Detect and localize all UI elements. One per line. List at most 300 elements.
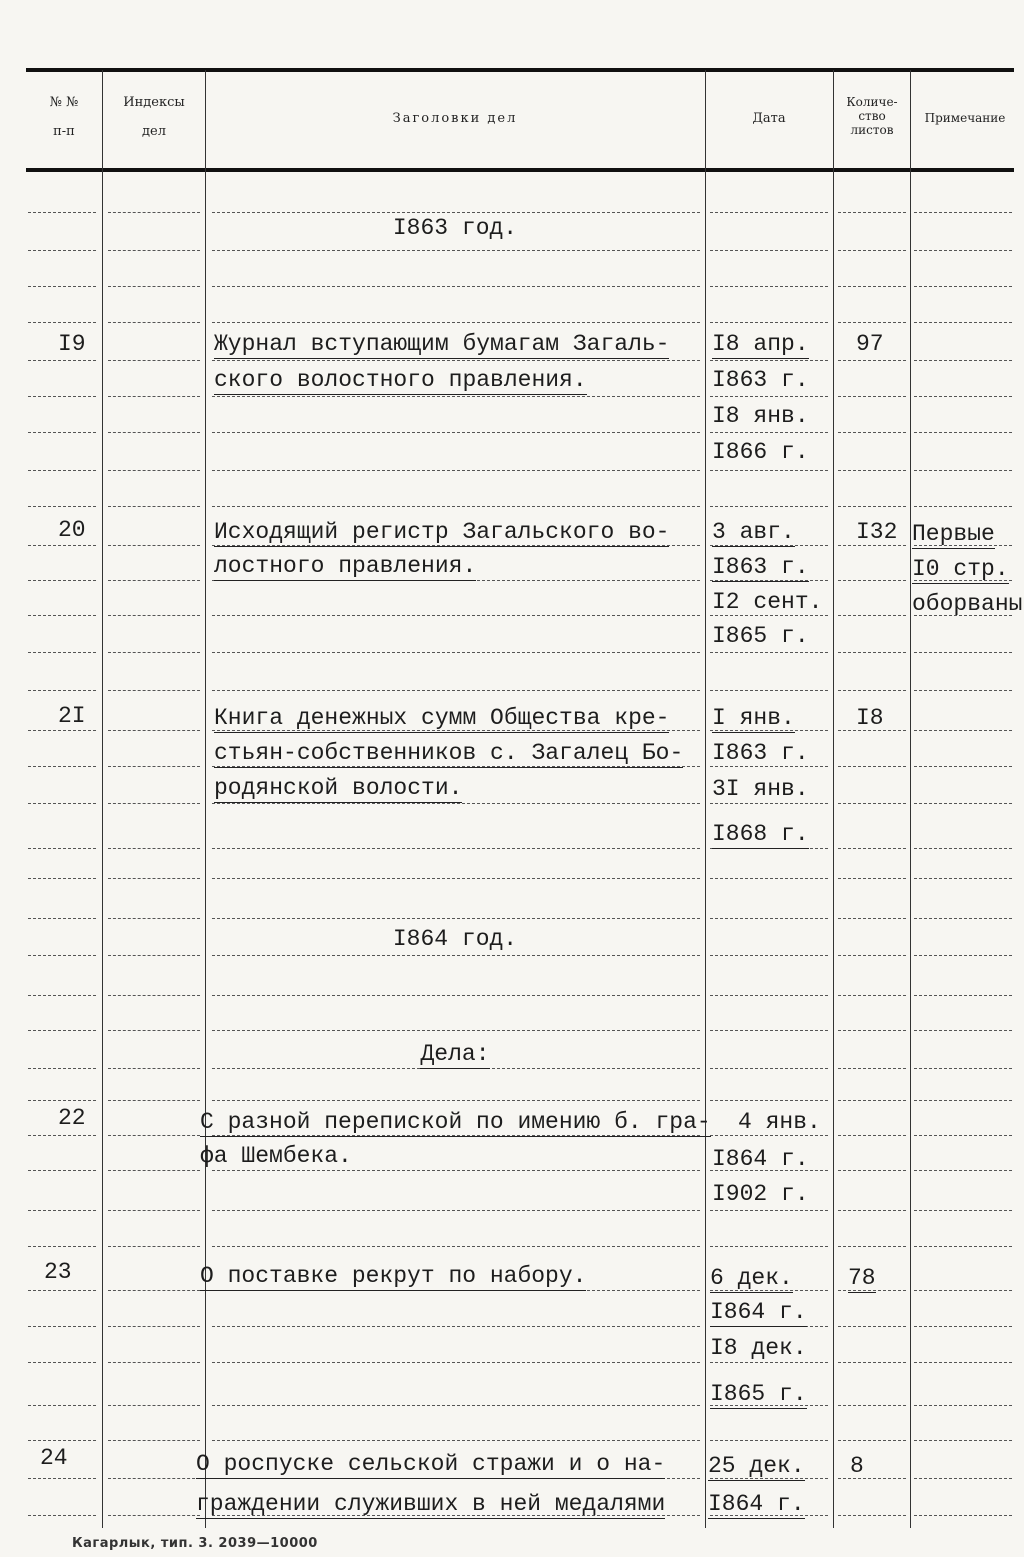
ruling-line [108, 1068, 200, 1069]
entry-date-line [712, 438, 809, 466]
ruling-line [108, 1170, 200, 1171]
ruling-line [212, 803, 700, 804]
ruling-line [914, 360, 1012, 361]
ruling-line [914, 652, 1012, 653]
ruling-line [838, 1030, 906, 1031]
ruling-line [710, 1030, 828, 1031]
ruling-line [28, 1135, 96, 1136]
ruling-line [914, 1362, 1012, 1363]
ruling-line [212, 1030, 700, 1031]
ruling-line [28, 545, 96, 546]
ruling-line [108, 1440, 200, 1441]
ruling-line [28, 396, 96, 397]
ruling-line [212, 470, 700, 471]
ruling-line [838, 212, 906, 213]
entry-date-line [710, 1264, 793, 1292]
entry-number [58, 1104, 86, 1132]
ruling-line [212, 396, 700, 397]
entry-title-text: Исходящий регистр Загальского во- [214, 519, 670, 545]
ruling-line [710, 212, 828, 213]
ruling-line [838, 766, 906, 767]
ruling-line [838, 995, 906, 996]
entry-title-line [200, 1108, 711, 1136]
entry-title-line [214, 330, 669, 358]
entry-date-text: 25 дек. [708, 1453, 805, 1479]
ruling-line [28, 918, 96, 919]
ruling-line [28, 1210, 96, 1211]
entry-title-text: Книга денежных сумм Общества кре- [214, 705, 670, 731]
ruling-line [212, 1405, 700, 1406]
ruling-line [838, 1478, 906, 1479]
entry-date-text: 4 янв. [738, 1109, 821, 1135]
ruling-line [108, 918, 200, 919]
ruling-line [108, 1246, 200, 1247]
entry-number [40, 1444, 68, 1472]
ruling-line [28, 730, 96, 731]
ruling-line [28, 1362, 96, 1363]
entry-number [58, 702, 86, 730]
entry-title-text: О поставке рекрут по набору. [200, 1263, 587, 1289]
ruling-line [108, 878, 200, 879]
ruling-line [108, 766, 200, 767]
entry-number-label: 2I [58, 703, 86, 729]
ruling-line [212, 995, 700, 996]
ruling-line [108, 286, 200, 287]
entry-title-line [214, 704, 669, 732]
ruling-line [838, 1515, 906, 1516]
ruling-line [28, 1246, 96, 1247]
entry-count-text: 8 [850, 1453, 864, 1479]
entry-date-line [712, 704, 795, 732]
ruling-line [212, 690, 700, 691]
entry-count [850, 1452, 864, 1480]
ruling-line [28, 690, 96, 691]
ruling-line [28, 360, 96, 361]
ruling-line [838, 580, 906, 581]
printer-imprint-text: Кагарлык, тип. 3. 2039—10000 [72, 1536, 318, 1551]
ruling-line [710, 652, 828, 653]
ruling-line [914, 286, 1012, 287]
ruling-line [914, 506, 1012, 507]
column-divider [833, 70, 834, 1528]
ruling-line [914, 730, 1012, 731]
section-year-1863-label: I863 год. [392, 215, 518, 241]
ruling-line [838, 432, 906, 433]
ruling-line [914, 432, 1012, 433]
ruling-line [838, 1362, 906, 1363]
entry-number-label: 20 [58, 517, 86, 543]
ruling-line [914, 212, 1012, 213]
entry-date-line [712, 402, 809, 430]
entry-title-text: фа Шембека. [200, 1143, 352, 1169]
ruling-line [838, 848, 906, 849]
ruling-line [838, 1246, 906, 1247]
ruling-line [914, 918, 1012, 919]
ruling-line [914, 250, 1012, 251]
ruling-line [212, 615, 700, 616]
entry-title-line [214, 739, 683, 767]
ruling-line [914, 1405, 1012, 1406]
entry-date-text: I864 г. [708, 1491, 805, 1517]
ruling-line [108, 506, 200, 507]
ruling-line [838, 286, 906, 287]
ruling-line [838, 506, 906, 507]
ruling-line [838, 918, 906, 919]
entry-note-text: оборваны [912, 591, 1023, 617]
ruling-line [108, 1326, 200, 1327]
ruling-line [212, 286, 700, 287]
entry-title-line [214, 774, 462, 802]
header-date-label: Дата [752, 111, 786, 126]
ruling-line [212, 955, 700, 956]
header-index-line1: Индексы [123, 95, 185, 110]
ruling-line [212, 1100, 700, 1101]
column-divider [102, 70, 103, 1528]
ruling-line [710, 360, 828, 361]
entry-number [58, 330, 86, 358]
header-top-rule [26, 68, 1014, 72]
ruling-line [108, 848, 200, 849]
entry-title-line [196, 1490, 665, 1518]
ruling-line [108, 1362, 200, 1363]
ruling-line [914, 995, 1012, 996]
section-subheading-1864 [207, 1040, 703, 1068]
ruling-line [710, 1246, 828, 1247]
entry-date-text: I864 г. [712, 1146, 809, 1172]
ruling-line [710, 1440, 828, 1441]
entry-date-text: I2 сент. [712, 589, 823, 615]
entry-title-text: граждении служивших в ней медалями [196, 1491, 666, 1517]
entry-date-line [712, 820, 809, 848]
ruling-line [710, 955, 828, 956]
ruling-line [914, 1170, 1012, 1171]
ruling-line [108, 955, 200, 956]
ruling-line [108, 652, 200, 653]
ruling-line [108, 1478, 200, 1479]
ruling-line [108, 1100, 200, 1101]
ruling-line [838, 322, 906, 323]
ruling-line [108, 615, 200, 616]
ruling-line [914, 1326, 1012, 1327]
ruling-line [838, 803, 906, 804]
ruling-line [212, 212, 700, 213]
ruling-line [28, 1515, 96, 1516]
entry-date-line [712, 366, 809, 394]
ruling-line [838, 1405, 906, 1406]
header-bottom-rule [26, 168, 1014, 172]
ruling-line [28, 470, 96, 471]
entry-date-line [738, 1108, 821, 1136]
entry-count-text: I8 [856, 705, 884, 731]
entry-date-text: I8 янв. [712, 403, 809, 429]
entry-date-text: I865 г. [710, 1381, 807, 1407]
entry-note-line [912, 555, 1009, 583]
ruling-line [28, 1068, 96, 1069]
ruling-line [710, 396, 828, 397]
ruling-line [914, 1246, 1012, 1247]
entry-title-line [200, 1142, 352, 1170]
entry-count [848, 1264, 876, 1292]
ruling-line [914, 878, 1012, 879]
entry-count-text: 97 [856, 331, 884, 357]
entry-date-line [708, 1452, 805, 1480]
entry-count [856, 704, 884, 732]
ruling-line [914, 1290, 1012, 1291]
ruling-line [108, 1030, 200, 1031]
ruling-line [28, 1478, 96, 1479]
ruling-line [838, 360, 906, 361]
entry-date-line [712, 518, 795, 546]
entry-note-line [912, 520, 995, 548]
ruling-line [28, 955, 96, 956]
header-note-label: Примечание [924, 111, 1006, 125]
entry-title-text: С разной перепиской по имению б. гра- [200, 1109, 711, 1135]
ruling-line [212, 1210, 700, 1211]
column-divider [205, 70, 206, 1528]
ruling-line [710, 1210, 828, 1211]
ruling-line [710, 1100, 828, 1101]
entry-date-text: I863 г. [712, 740, 809, 766]
entry-title-text: стьян-собственников с. Загалец Бо- [214, 740, 684, 766]
header-num-line2: п-п [53, 124, 75, 139]
ruling-line [710, 470, 828, 471]
ruling-line [212, 432, 700, 433]
ruling-line [28, 1405, 96, 1406]
ruling-line [710, 506, 828, 507]
ruling-line [28, 1100, 96, 1101]
ruling-line [838, 955, 906, 956]
ruling-line [914, 1210, 1012, 1211]
entry-date-text: 6 дек. [710, 1265, 793, 1291]
ruling-line [108, 1515, 200, 1516]
ruling-line [212, 250, 700, 251]
ruling-line [838, 1326, 906, 1327]
header-title [207, 110, 703, 127]
entry-date-text: I865 г. [712, 623, 809, 649]
entry-date-line [712, 553, 809, 581]
ruling-line [914, 1440, 1012, 1441]
ruling-line [914, 470, 1012, 471]
entry-date-text: I8 апр. [712, 331, 809, 357]
entry-date-line [710, 1298, 807, 1326]
ruling-line [28, 432, 96, 433]
header-index-line2: дел [142, 124, 166, 139]
entry-number-label: 22 [58, 1105, 86, 1131]
ruling-line [914, 1030, 1012, 1031]
entry-date-text: 3I янв. [712, 776, 809, 802]
entry-date-text: I янв. [712, 705, 795, 731]
ruling-line [914, 690, 1012, 691]
ruling-line [212, 1440, 700, 1441]
entry-number-label: 23 [44, 1259, 72, 1285]
ruling-line [710, 803, 828, 804]
entry-date-text: I866 г. [712, 439, 809, 465]
header-index [104, 94, 204, 140]
section-subheading-label: Дела: [420, 1041, 490, 1067]
ruling-line [28, 250, 96, 251]
ruling-line [914, 1068, 1012, 1069]
ruling-line [838, 615, 906, 616]
ruling-line [108, 250, 200, 251]
ruling-line [710, 1068, 828, 1069]
ruling-line [108, 1210, 200, 1211]
entry-date-line [710, 1334, 807, 1362]
ruling-line [108, 432, 200, 433]
ruling-line [28, 286, 96, 287]
ruling-line [710, 1362, 828, 1363]
entry-date-line [710, 1380, 807, 1408]
ruling-line [28, 1030, 96, 1031]
ruling-line [28, 322, 96, 323]
ruling-line [28, 995, 96, 996]
entry-count [856, 518, 897, 546]
ruling-line [28, 878, 96, 879]
ruling-line [28, 615, 96, 616]
ruling-line [838, 652, 906, 653]
ruling-line [838, 1440, 906, 1441]
entry-title-text: ского волостного правления. [214, 367, 587, 393]
ruling-line [108, 580, 200, 581]
header-date [707, 110, 831, 127]
entry-date-text: I863 г. [712, 367, 809, 393]
ruling-line [710, 918, 828, 919]
ruling-line [914, 1100, 1012, 1101]
entry-number [58, 516, 86, 544]
ruling-line [838, 470, 906, 471]
ruling-line [838, 1100, 906, 1101]
entry-date-line [712, 1145, 809, 1173]
entry-date-text: 3 авг. [712, 519, 795, 545]
ruling-line [710, 878, 828, 879]
ruling-line [108, 1135, 200, 1136]
section-year-1863 [207, 214, 703, 242]
ruling-line [28, 580, 96, 581]
entry-date-line [708, 1490, 805, 1518]
ruling-line [212, 652, 700, 653]
ruling-line [28, 1326, 96, 1327]
header-title-label: Заголовки дел [392, 111, 518, 126]
ruling-line [108, 322, 200, 323]
column-divider [705, 70, 706, 1528]
header-num [28, 94, 100, 140]
ruling-line [212, 878, 700, 879]
ruling-line [212, 918, 700, 919]
ruling-line [914, 955, 1012, 956]
ruling-line [108, 470, 200, 471]
ruling-line [914, 396, 1012, 397]
entry-title-line [200, 1262, 586, 1290]
entry-date-text: I864 г. [710, 1299, 807, 1325]
entry-title-line [214, 366, 587, 394]
ruling-line [108, 803, 200, 804]
entry-number-label: I9 [58, 331, 86, 357]
ruling-line [28, 1170, 96, 1171]
ruling-line [212, 360, 700, 361]
ruling-line [108, 545, 200, 546]
ruling-line [914, 766, 1012, 767]
entry-title-text: родянской волости. [214, 775, 463, 801]
ruling-line [212, 1362, 700, 1363]
entry-number [44, 1258, 72, 1286]
entry-title-line [214, 518, 669, 546]
entry-date-text: I863 г. [712, 554, 809, 580]
header-num-line1: № № [49, 95, 79, 110]
ruling-line [108, 995, 200, 996]
ruling-line [914, 1135, 1012, 1136]
ruling-line [212, 848, 700, 849]
ruling-line [212, 322, 700, 323]
ruling-line [28, 652, 96, 653]
entry-count [856, 330, 884, 358]
entry-note-text: Первые [912, 521, 995, 547]
entry-date-text: I8 дек. [710, 1335, 807, 1361]
ruling-line [914, 803, 1012, 804]
entry-number-label: 24 [40, 1445, 68, 1471]
ruling-line [914, 1515, 1012, 1516]
ruling-line [838, 1170, 906, 1171]
header-count-line1: Количе- [846, 95, 898, 109]
ruling-line [108, 396, 200, 397]
entry-date-text: I868 г. [712, 821, 809, 847]
entry-note-line [912, 590, 1022, 618]
ruling-line [108, 360, 200, 361]
ruling-line [838, 250, 906, 251]
ruling-line [838, 878, 906, 879]
entry-count-text: I32 [856, 519, 898, 545]
ruling-line [28, 766, 96, 767]
section-year-1864-label: I864 год. [392, 926, 518, 952]
ruling-line [710, 690, 828, 691]
ruling-line [108, 1290, 200, 1291]
entry-date-line [712, 330, 809, 358]
ruling-line [838, 690, 906, 691]
column-divider [910, 70, 911, 1528]
ruling-line [108, 212, 200, 213]
ruling-line [838, 1068, 906, 1069]
entry-note-text: I0 стр. [912, 556, 1009, 582]
ruling-line [28, 1290, 96, 1291]
ruling-line [28, 1440, 96, 1441]
section-year-1864 [207, 925, 703, 953]
entry-date-line [712, 622, 809, 650]
ruling-line [108, 690, 200, 691]
ruling-line [914, 1478, 1012, 1479]
header-count [834, 95, 910, 137]
ruling-line [28, 506, 96, 507]
ruling-line [838, 396, 906, 397]
ruling-line [108, 1405, 200, 1406]
ruling-line [212, 506, 700, 507]
ruling-line [914, 848, 1012, 849]
ruling-line [710, 995, 828, 996]
entry-date-line [712, 775, 809, 803]
entry-date-text: I902 г. [712, 1181, 809, 1207]
ruling-line [28, 848, 96, 849]
ruling-line [710, 432, 828, 433]
entry-title-text: Журнал вступающим бумагам Загаль- [214, 331, 670, 357]
ruling-line [838, 1135, 906, 1136]
ruling-line [914, 322, 1012, 323]
ruling-line [710, 322, 828, 323]
entry-date-line [712, 739, 809, 767]
entry-date-line [712, 1180, 809, 1208]
entry-title-line [214, 552, 476, 580]
entry-date-line [712, 588, 822, 616]
ruling-line [710, 250, 828, 251]
entry-title-text: лостного правления. [214, 553, 477, 579]
ruling-line [108, 730, 200, 731]
entry-count-text: 78 [848, 1265, 876, 1291]
